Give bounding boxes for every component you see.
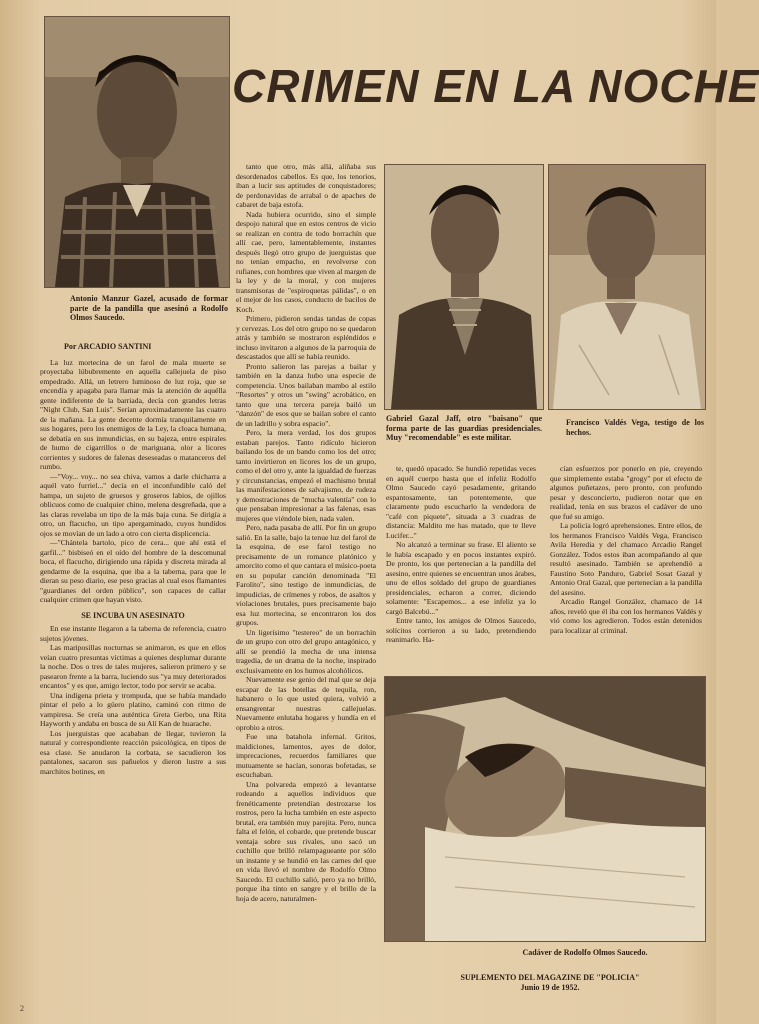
paragraph: Nada hubiera ocurrido, sino el simple despojo natural que en estos centros de vicio se realizan en contra de todo borrachín que allí cae, pero, lamentablemente, instantes después llegó otro grupo de juerguistas que no tenían empacho, en revolverse con rufianes, con hombres que viven al margen de la ley y de la moral, y con mujeres transmisoras de "espiroquetas pálidas", o en el mejor de los casos, conducto de bacilos de Koch.: [236, 209, 376, 314]
caption-photo2: Gabriel Gazal Jaff, otro "baisano" que forma parte de las guardias presidenciales. Muy "recomendable" es este militar.: [386, 414, 542, 443]
paragraph: —"Voy... voy... no sea chiva, vamos a darle chicharra a aquél vato furriel..." decía en el inconfundible caló del hampa, un sujeto de gruesos y groseros labios, de ojillos oblicuos como de cualquier chino, melena desgreñada, que a las claras revelaba un tipo de la más baja cuna. Se dirigía a otro, un flacucho, un tipo apergaminado, cuyos hundidos ojos se movían de un lado a otro con cierta displicencia.: [40, 471, 226, 538]
footer: [440, 973, 660, 992]
photo-antonio-manzur-gazel: [44, 16, 230, 288]
portrait-image: [45, 17, 229, 287]
article-column-3: [386, 464, 536, 668]
paragraph: Arcadio Rangel González, chamaco de 14 años, reveló que él iba con los hermanos Valdés y vió como los agredieron. Todos están detenidos para localizar al criminal.: [550, 597, 702, 635]
photo-gabriel-gazal-jaff: [384, 164, 544, 410]
portrait-image: [385, 165, 543, 409]
caption-photo4: Cadáver de Rodolfo Olmos Saucedo.: [522, 948, 648, 957]
page-number: 2: [20, 1004, 24, 1013]
caption-photo1: Antonio Manzur Gazel, acusado de formar parte de la pandilla que asesinó a Rodolfo Olmos Saucedo.: [70, 294, 228, 323]
paragraph: Una indígena prieta y trompuda, que se había mandado pintar el pelo a lo güero platino, caminó con ritmo de vampiresa. Se creía una auténtica Greta Gerbo, una Rita Hayworth y andaba en busca de su Alí Kan de huarache.: [40, 690, 226, 728]
paragraph: Un ligerísimo "testereo" de un borrachín de un grupo con otro del grupo antagónico, y allí se prendió la mecha de una intensa tragedia, de un drama de la noche, inspirado exclusivamente en los humos alcohólicos.: [236, 627, 376, 675]
paragraph: Fue una batahola infernal. Gritos, maldiciones, lamentos, ayes de dolor, imprecaciones, recuerdos familiares que mutuamente se hacían, sonoras bofetadas, se escuchaban.: [236, 732, 376, 779]
body-image: [385, 677, 705, 941]
paragraph: Pero, nada pasaba de allí. Por fin un grupo salió. En la salle, bajo la tenue luz del farol de la esquina, de ese farol testigo no precisamente de un romance platónico y amorcito como el que cantara el músico-poeta en su popular canción denominada "El Farolito", sino testigo de inmundicias, de impudicias, de crímenes y robos, de asaltos y violaciones brutales, pues precisamente bajo esa luz mortecina, se encontraron los dos grupos.: [236, 523, 377, 627]
paragraph: Pero, la mera verdad, los dos grupos estaban parejos. Tanto ridículo hicieron bailando los de un bando como los del otro; tanto invirtieron en licores los de un grupo, como el del otro y, ante la igualdad de fuerzas y circunstancias, empezó el machismo brutal las manifestaciones de salvajismo, de rudeza y demostraciones de "mucha valentía" con lo que pensaban impresionar a las falenas, esas mujeres que viéndole bien, nada valen.: [236, 428, 376, 523]
paragraph: La luz mortecina de un farol de mala muerte se proyectaba lúbubremente en aquella callejuela de piso empedrado. Allá, un letrero luminoso de luz roja, que se encendía y apagaba para llamar más la atención de aquélla gente indiferente de la barriada, decía con grandes letras "Night Club, San Luis". Serían aproximadamente las cuatro de la mañana. La gente decente dormía tranquilamente en sus hogares, pero los enemigos de la Ley, la cloaca humana, se debatía en sus inmundicias, en su bajeza, entre espirales de humo de cigarrillos o de mariguana, olor a licores corrientes y sudores de falenas deseseadas o matanceros del rumbo.: [40, 357, 226, 471]
paragraph: cían esfuerzos por ponerlo en pie, creyendo que simplemente estaba "grogy" por el efecto de algunos puñetazos, pero pronto, con profundo pesar y desconcierto, pudieron notar que en realidad, tenía en sus brazos el cadáver de uno que fué su amigo.: [550, 464, 702, 521]
paragraph: Los juerguistas que acababan de llegar, tuvieron la natural y correspondiente reacción psicológica, en tipos de esa clase. Se anudaron la corbata, se sacudieron los pantalones, sacaron sus pañuelos y dieron lustre a sus marchitos botines, en: [40, 728, 226, 776]
paragraph: tanto que otro, más allá, aliñaba sus desordenados cabellos. Es que, los tenorios, iban a lucir sus aptitudes de conquistadores; de perdonavidas de arrabal o de apaches de cabaret de baja estofa.: [236, 162, 376, 209]
photo-cadaver-rodolfo-olmos-saucedo: [384, 676, 706, 942]
paragraph: Primero, pidieron sendas tandas de copas y cervezas. Los del otro grupo no se quedaron atrás y también se mostraron espléndidos e incluso invitaron a algunos de la parroquia de descastados que allí se había reunido.: [236, 314, 376, 361]
paragraph: La policía logró aprehensiones. Entre ellos, de los hermanos Francisco Valdés Vega, Francisco Avila Heredia y del chamaco Arcadio Rangel González. Todos estos iban acompañando al que resultó asesinado. También se aprehendió a Faustino Soto Panduro, Gabriel Sosat Gazal y Antonio Oral Gazal, que pertenecían a la pandilla del asesino.: [550, 521, 702, 597]
paragraph: No alcanzó a terminar su frase. El aliento se le había escapado y en pocos instantes expiró. De pronto, los que pertenecían a la pandilla del asesino, entre quienes se encuentran unos árabes, uno de ellos soldado del grupo de guardianes presidenciales, echaron a correr, diciendo solamente: "Escapemos... a ese infeliz ya lo cargó Balcebú...": [386, 540, 536, 616]
paragraph: —"Chántela bartolo, pico de cera... que ahí está el garfil..." bisbiseó en el oído del hombre de la descomunal boca, el flacucho, dirigiendo una rápida y discreta mirada al gendarme de la esquina, que iba a la taberna, para que le dieran su peso diario, ese peso gracias al cual esos flamantes "guardianes del orden público", son capaces de callar cualquier crimen que hayan visto.: [40, 538, 226, 604]
subheading: SE INCUBA UN ASESINATO: [81, 610, 185, 620]
article-column-2: [236, 162, 376, 980]
article-column-1: [40, 342, 226, 998]
headline: CRIMEN EN LA NOCHE: [232, 60, 759, 112]
footer-line-2: Junio 19 de 1952.: [520, 982, 580, 992]
photo-francisco-valdes-vega: [548, 164, 706, 410]
byline: Por ARCADIO SANTINI: [64, 342, 152, 351]
paragraph: te, quedó opacado. Se hundió repetidas veces en aquél cuerpo hasta que el infeliz Rodolfo Olmo Saucedo cayó pesadamente, gritando espantosamente, tan potentemente, que claramente pudo escucharlo la vendedora de "café con piquete", situada a 3 cuadras de distancia: Maldito me has matado, que te lleve Lucifer...": [386, 464, 536, 540]
paragraph: Nuevamente ese genio del mal que se deja escapar de las botellas de tequila, ron, habanero o lo que usted quiera, volvió a ensangrentar nuestras callejuelas. Nuevamente enlutaba hogares y hundía en el oprobio a otros.: [236, 675, 376, 732]
paragraph: Una polvareda empezó a levantarse rodeando a aquellos individuos que frenéticamente pretendían destrozarse los rostros, pero la lucha también en este aspecto brutal, era también muy parejita. Pero, nunca falta el felón, el cobarde, que pretende buscar ventaja sobre sus rivales, uno sacó un cuchillo que brilló relampagueante por sólo un instante y se hundió en las carnes del que en vida llevó el nombre de Rodolfo Olmo Saucedo. El cuchillo salió, pero ya no brilló, porque iba tinto en sangre y el brillo de la hoja de acero, naturalmen-: [236, 779, 376, 903]
paragraph: Entre tanto, los amigos de Olmos Saucedo, solícitos corrieron a su lado, pretendiendo reanimarlo. Ha-: [386, 616, 536, 644]
article-column-4: [550, 464, 702, 668]
caption-photo3: Francisco Valdés Vega, testigo de los hechos.: [566, 418, 704, 437]
paragraph: Las mariposillas nocturnas se animaron, es que en ellos veían cuatro presuntas víctimas a quienes desplumar durante la noche. Dos o tres de tales mujeres, salieron primero y se pasearon frente a la barra, luciendo sus "ya muy deteriorados encantos" y es que, amigo lector, todo por servir se acaba.: [40, 643, 226, 690]
paragraph: En ese instante llegaron a la taberna de referencia, cuatro sujetos jóvenes.: [40, 624, 226, 643]
footer-line-1: SUPLEMENTO DEL MAGAZINE DE "POLICIA": [460, 973, 640, 982]
portrait-image: [549, 165, 705, 409]
paragraph: Pronto salieron las parejas a bailar y también en la danza hubo una especie de competencia. Unos bailaban mambo al estilo "Resortes" y otros un "swing" acrobático, en tanto que una tercera pareja bailó un "danzón" de esos que se bailan sobre el canto de un ladrillo y sobra espacio".: [236, 361, 376, 428]
